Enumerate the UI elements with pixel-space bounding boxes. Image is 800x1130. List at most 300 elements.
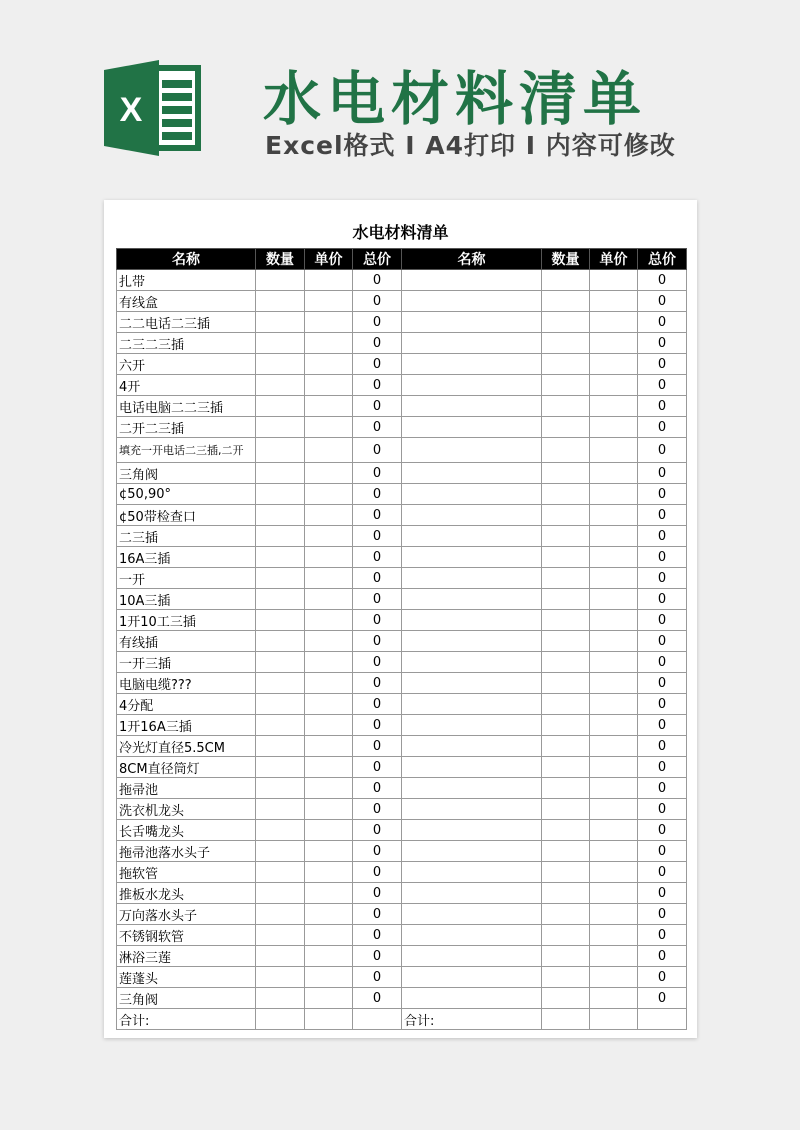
unit-price-cell[interactable] bbox=[305, 883, 353, 904]
table-row bbox=[117, 270, 687, 291]
qty-cell-2[interactable] bbox=[542, 988, 590, 1009]
qty-cell-2[interactable] bbox=[542, 925, 590, 946]
qty-cell[interactable] bbox=[256, 270, 305, 291]
qty-cell[interactable] bbox=[256, 925, 305, 946]
item-name-cell-2[interactable] bbox=[402, 484, 542, 505]
sum-total-2[interactable] bbox=[638, 1009, 687, 1030]
total-cell-2[interactable]: 0 bbox=[638, 396, 687, 417]
total-cell[interactable]: 0 bbox=[353, 694, 402, 715]
unit-price-cell-2[interactable] bbox=[590, 778, 638, 799]
qty-cell[interactable] bbox=[256, 967, 305, 988]
qty-cell[interactable] bbox=[256, 568, 305, 589]
total-cell[interactable]: 0 bbox=[353, 333, 402, 354]
total-cell[interactable]: 0 bbox=[353, 862, 402, 883]
unit-price-cell-2[interactable] bbox=[590, 396, 638, 417]
item-name-cell[interactable]: 淋浴三莲 bbox=[117, 946, 256, 967]
total-cell[interactable]: 0 bbox=[353, 883, 402, 904]
unit-price-cell-2[interactable] bbox=[590, 673, 638, 694]
total-cell[interactable]: 0 bbox=[353, 396, 402, 417]
total-cell[interactable]: 0 bbox=[353, 799, 402, 820]
unit-price-cell[interactable] bbox=[305, 736, 353, 757]
qty-cell[interactable] bbox=[256, 946, 305, 967]
item-name-cell-2[interactable] bbox=[402, 694, 542, 715]
unit-price-cell-2[interactable] bbox=[590, 799, 638, 820]
total-cell-2[interactable]: 0 bbox=[638, 610, 687, 631]
item-name-cell-2[interactable] bbox=[402, 736, 542, 757]
unit-price-cell[interactable] bbox=[305, 312, 353, 333]
qty-cell[interactable] bbox=[256, 694, 305, 715]
total-cell-2[interactable]: 0 bbox=[638, 526, 687, 547]
item-name-cell-2[interactable] bbox=[402, 799, 542, 820]
total-cell-2[interactable]: 0 bbox=[638, 484, 687, 505]
qty-cell[interactable] bbox=[256, 904, 305, 925]
unit-price-cell-2[interactable] bbox=[590, 354, 638, 375]
total-cell-2[interactable]: 0 bbox=[638, 568, 687, 589]
qty-cell-2[interactable] bbox=[542, 354, 590, 375]
item-name-cell[interactable]: 拖帚池 bbox=[117, 778, 256, 799]
qty-cell[interactable] bbox=[256, 417, 305, 438]
unit-price-cell-2[interactable] bbox=[590, 333, 638, 354]
unit-price-cell-2[interactable] bbox=[590, 694, 638, 715]
total-cell-2[interactable]: 0 bbox=[638, 589, 687, 610]
item-name-cell[interactable]: 二三插 bbox=[117, 526, 256, 547]
unit-price-cell-2[interactable] bbox=[590, 988, 638, 1009]
qty-cell-2[interactable] bbox=[542, 291, 590, 312]
item-name-cell-2[interactable] bbox=[402, 715, 542, 736]
qty-cell[interactable] bbox=[256, 715, 305, 736]
qty-cell-2[interactable] bbox=[542, 778, 590, 799]
qty-cell-2[interactable] bbox=[542, 820, 590, 841]
qty-cell[interactable] bbox=[256, 652, 305, 673]
sum-unit-2[interactable] bbox=[590, 1009, 638, 1030]
item-name-cell-2[interactable] bbox=[402, 291, 542, 312]
total-cell-2[interactable]: 0 bbox=[638, 778, 687, 799]
sum-label[interactable]: 合计: bbox=[117, 1009, 256, 1030]
unit-price-cell-2[interactable] bbox=[590, 610, 638, 631]
item-name-cell[interactable]: 三角阀 bbox=[117, 463, 256, 484]
item-name-cell[interactable]: 一开三插 bbox=[117, 652, 256, 673]
qty-cell-2[interactable] bbox=[542, 270, 590, 291]
table-row bbox=[117, 673, 687, 694]
total-cell-2[interactable]: 0 bbox=[638, 904, 687, 925]
unit-price-cell[interactable] bbox=[305, 820, 353, 841]
qty-cell-2[interactable] bbox=[542, 312, 590, 333]
qty-cell[interactable] bbox=[256, 438, 305, 463]
total-cell[interactable]: 0 bbox=[353, 652, 402, 673]
table-row bbox=[117, 799, 687, 820]
total-cell-2[interactable]: 0 bbox=[638, 841, 687, 862]
qty-cell-2[interactable] bbox=[542, 463, 590, 484]
total-cell[interactable]: 0 bbox=[353, 715, 402, 736]
item-name-cell[interactable]: 有线插 bbox=[117, 631, 256, 652]
total-cell-2[interactable]: 0 bbox=[638, 438, 687, 463]
item-name-cell[interactable]: ¢50,90° bbox=[117, 484, 256, 505]
total-cell-2[interactable]: 0 bbox=[638, 820, 687, 841]
qty-cell-2[interactable] bbox=[542, 631, 590, 652]
item-name-cell-2[interactable] bbox=[402, 589, 542, 610]
unit-price-cell[interactable] bbox=[305, 396, 353, 417]
qty-cell-2[interactable] bbox=[542, 438, 590, 463]
item-name-cell-2[interactable] bbox=[402, 463, 542, 484]
item-name-cell[interactable]: 三角阀 bbox=[117, 988, 256, 1009]
total-cell[interactable]: 0 bbox=[353, 988, 402, 1009]
item-name-cell-2[interactable] bbox=[402, 673, 542, 694]
item-name-cell-2[interactable] bbox=[402, 841, 542, 862]
qty-cell[interactable] bbox=[256, 589, 305, 610]
unit-price-cell[interactable] bbox=[305, 568, 353, 589]
qty-cell[interactable] bbox=[256, 396, 305, 417]
qty-cell-2[interactable] bbox=[542, 568, 590, 589]
sum-label-2[interactable]: 合计: bbox=[402, 1009, 542, 1030]
item-name-cell[interactable]: 4开 bbox=[117, 375, 256, 396]
qty-cell[interactable] bbox=[256, 799, 305, 820]
qty-cell[interactable] bbox=[256, 757, 305, 778]
item-name-cell[interactable]: 16A三插 bbox=[117, 547, 256, 568]
total-cell[interactable]: 0 bbox=[353, 438, 402, 463]
total-cell[interactable]: 0 bbox=[353, 841, 402, 862]
total-cell-2[interactable]: 0 bbox=[638, 312, 687, 333]
total-cell[interactable]: 0 bbox=[353, 673, 402, 694]
qty-cell-2[interactable] bbox=[542, 883, 590, 904]
qty-cell-2[interactable] bbox=[542, 841, 590, 862]
item-name-cell-2[interactable] bbox=[402, 270, 542, 291]
unit-price-cell[interactable] bbox=[305, 505, 353, 526]
sum-qty-2[interactable] bbox=[542, 1009, 590, 1030]
total-cell-2[interactable]: 0 bbox=[638, 270, 687, 291]
item-name-cell-2[interactable] bbox=[402, 862, 542, 883]
total-cell[interactable]: 0 bbox=[353, 946, 402, 967]
unit-price-cell-2[interactable] bbox=[590, 946, 638, 967]
unit-price-cell[interactable] bbox=[305, 526, 353, 547]
col-name-2: 名称 bbox=[402, 249, 542, 270]
qty-cell-2[interactable] bbox=[542, 547, 590, 568]
total-cell[interactable]: 0 bbox=[353, 967, 402, 988]
item-name-cell[interactable]: 拖软管 bbox=[117, 862, 256, 883]
unit-price-cell[interactable] bbox=[305, 715, 353, 736]
unit-price-cell-2[interactable] bbox=[590, 438, 638, 463]
unit-price-cell-2[interactable] bbox=[590, 925, 638, 946]
table-row bbox=[117, 526, 687, 547]
unit-price-cell[interactable] bbox=[305, 417, 353, 438]
item-name-cell-2[interactable] bbox=[402, 925, 542, 946]
item-name-cell[interactable]: 一开 bbox=[117, 568, 256, 589]
item-name-cell[interactable]: 冷光灯直径5.5CM bbox=[117, 736, 256, 757]
unit-price-cell[interactable] bbox=[305, 841, 353, 862]
total-cell[interactable]: 0 bbox=[353, 778, 402, 799]
total-cell[interactable]: 0 bbox=[353, 291, 402, 312]
total-cell[interactable]: 0 bbox=[353, 610, 402, 631]
item-name-cell[interactable]: 二开二三插 bbox=[117, 417, 256, 438]
table-row bbox=[117, 652, 687, 673]
unit-price-cell[interactable] bbox=[305, 438, 353, 463]
unit-price-cell[interactable] bbox=[305, 778, 353, 799]
qty-cell-2[interactable] bbox=[542, 862, 590, 883]
item-name-cell-2[interactable] bbox=[402, 333, 542, 354]
qty-cell[interactable] bbox=[256, 333, 305, 354]
unit-price-cell[interactable] bbox=[305, 904, 353, 925]
unit-price-cell-2[interactable] bbox=[590, 883, 638, 904]
item-name-cell-2[interactable] bbox=[402, 354, 542, 375]
item-name-cell-2[interactable] bbox=[402, 946, 542, 967]
item-name-cell[interactable]: 1开10工三插 bbox=[117, 610, 256, 631]
item-name-cell-2[interactable] bbox=[402, 396, 542, 417]
total-cell-2[interactable]: 0 bbox=[638, 291, 687, 312]
unit-price-cell[interactable] bbox=[305, 799, 353, 820]
total-cell-2[interactable]: 0 bbox=[638, 694, 687, 715]
unit-price-cell-2[interactable] bbox=[590, 505, 638, 526]
unit-price-cell[interactable] bbox=[305, 652, 353, 673]
unit-price-cell[interactable] bbox=[305, 673, 353, 694]
qty-cell-2[interactable] bbox=[542, 333, 590, 354]
total-cell-2[interactable]: 0 bbox=[638, 862, 687, 883]
total-cell-2[interactable]: 0 bbox=[638, 505, 687, 526]
qty-cell-2[interactable] bbox=[542, 967, 590, 988]
qty-cell[interactable] bbox=[256, 312, 305, 333]
item-name-cell-2[interactable] bbox=[402, 505, 542, 526]
table-row bbox=[117, 925, 687, 946]
item-name-cell[interactable]: 扎带 bbox=[117, 270, 256, 291]
unit-price-cell-2[interactable] bbox=[590, 757, 638, 778]
total-cell[interactable]: 0 bbox=[353, 547, 402, 568]
unit-price-cell-2[interactable] bbox=[590, 589, 638, 610]
qty-cell[interactable] bbox=[256, 547, 305, 568]
qty-cell-2[interactable] bbox=[542, 375, 590, 396]
unit-price-cell-2[interactable] bbox=[590, 862, 638, 883]
unit-price-cell-2[interactable] bbox=[590, 631, 638, 652]
qty-cell-2[interactable] bbox=[542, 505, 590, 526]
qty-cell-2[interactable] bbox=[542, 526, 590, 547]
sum-qty[interactable] bbox=[256, 1009, 305, 1030]
item-name-cell[interactable]: 10A三插 bbox=[117, 589, 256, 610]
qty-cell-2[interactable] bbox=[542, 610, 590, 631]
qty-cell-2[interactable] bbox=[542, 946, 590, 967]
item-name-cell[interactable]: 1开16A三插 bbox=[117, 715, 256, 736]
item-name-cell-2[interactable] bbox=[402, 904, 542, 925]
total-cell[interactable]: 0 bbox=[353, 375, 402, 396]
qty-cell[interactable] bbox=[256, 631, 305, 652]
unit-price-cell[interactable] bbox=[305, 589, 353, 610]
unit-price-cell-2[interactable] bbox=[590, 652, 638, 673]
item-name-cell-2[interactable] bbox=[402, 820, 542, 841]
total-cell-2[interactable]: 0 bbox=[638, 946, 687, 967]
item-name-cell-2[interactable] bbox=[402, 778, 542, 799]
item-name-cell[interactable]: 二三二三插 bbox=[117, 333, 256, 354]
qty-cell[interactable] bbox=[256, 463, 305, 484]
item-name-cell[interactable]: 长舌嘴龙头 bbox=[117, 820, 256, 841]
unit-price-cell[interactable] bbox=[305, 291, 353, 312]
unit-price-cell-2[interactable] bbox=[590, 417, 638, 438]
unit-price-cell-2[interactable] bbox=[590, 904, 638, 925]
table-row bbox=[117, 417, 687, 438]
qty-cell[interactable] bbox=[256, 736, 305, 757]
unit-price-cell[interactable] bbox=[305, 694, 353, 715]
total-cell-2[interactable]: 0 bbox=[638, 375, 687, 396]
table-row bbox=[117, 862, 687, 883]
unit-price-cell[interactable] bbox=[305, 610, 353, 631]
total-cell-2[interactable]: 0 bbox=[638, 757, 687, 778]
item-name-cell[interactable]: 电话电脑二二三插 bbox=[117, 396, 256, 417]
item-name-cell-2[interactable] bbox=[402, 610, 542, 631]
sum-unit[interactable] bbox=[305, 1009, 353, 1030]
unit-price-cell-2[interactable] bbox=[590, 312, 638, 333]
qty-cell[interactable] bbox=[256, 291, 305, 312]
item-name-cell[interactable]: 不锈钢软管 bbox=[117, 925, 256, 946]
qty-cell-2[interactable] bbox=[542, 694, 590, 715]
total-cell[interactable]: 0 bbox=[353, 354, 402, 375]
qty-cell[interactable] bbox=[256, 375, 305, 396]
item-name-cell-2[interactable] bbox=[402, 417, 542, 438]
total-cell[interactable]: 0 bbox=[353, 526, 402, 547]
item-name-cell-2[interactable] bbox=[402, 652, 542, 673]
unit-price-cell[interactable] bbox=[305, 463, 353, 484]
unit-price-cell[interactable] bbox=[305, 757, 353, 778]
unit-price-cell-2[interactable] bbox=[590, 291, 638, 312]
item-name-cell[interactable]: 洗衣机龙头 bbox=[117, 799, 256, 820]
qty-cell[interactable] bbox=[256, 484, 305, 505]
item-name-cell[interactable]: 推板水龙头 bbox=[117, 883, 256, 904]
qty-cell[interactable] bbox=[256, 820, 305, 841]
unit-price-cell[interactable] bbox=[305, 354, 353, 375]
qty-cell[interactable] bbox=[256, 673, 305, 694]
item-name-cell-2[interactable] bbox=[402, 375, 542, 396]
unit-price-cell-2[interactable] bbox=[590, 463, 638, 484]
unit-price-cell-2[interactable] bbox=[590, 547, 638, 568]
item-name-cell[interactable]: 莲蓬头 bbox=[117, 967, 256, 988]
total-cell-2[interactable]: 0 bbox=[638, 883, 687, 904]
total-cell-2[interactable]: 0 bbox=[638, 333, 687, 354]
item-name-cell[interactable]: ¢50带检查口 bbox=[117, 505, 256, 526]
unit-price-cell-2[interactable] bbox=[590, 820, 638, 841]
item-name-cell-2[interactable] bbox=[402, 526, 542, 547]
unit-price-cell-2[interactable] bbox=[590, 484, 638, 505]
unit-price-cell[interactable] bbox=[305, 946, 353, 967]
item-name-cell[interactable]: 有线盒 bbox=[117, 291, 256, 312]
item-name-cell-2[interactable] bbox=[402, 631, 542, 652]
total-cell[interactable]: 0 bbox=[353, 820, 402, 841]
unit-price-cell[interactable] bbox=[305, 375, 353, 396]
total-cell-2[interactable]: 0 bbox=[638, 354, 687, 375]
qty-cell-2[interactable] bbox=[542, 484, 590, 505]
total-cell-2[interactable]: 0 bbox=[638, 925, 687, 946]
qty-cell-2[interactable] bbox=[542, 652, 590, 673]
item-name-cell[interactable]: 二二电话二三插 bbox=[117, 312, 256, 333]
total-cell[interactable]: 0 bbox=[353, 463, 402, 484]
qty-cell[interactable] bbox=[256, 778, 305, 799]
item-name-cell-2[interactable] bbox=[402, 988, 542, 1009]
table-row bbox=[117, 396, 687, 417]
qty-cell-2[interactable] bbox=[542, 396, 590, 417]
unit-price-cell[interactable] bbox=[305, 862, 353, 883]
unit-price-cell[interactable] bbox=[305, 484, 353, 505]
item-name-cell[interactable]: 4分配 bbox=[117, 694, 256, 715]
qty-cell[interactable] bbox=[256, 883, 305, 904]
total-cell-2[interactable]: 0 bbox=[638, 988, 687, 1009]
total-cell-2[interactable]: 0 bbox=[638, 736, 687, 757]
unit-price-cell[interactable] bbox=[305, 270, 353, 291]
total-cell-2[interactable]: 0 bbox=[638, 463, 687, 484]
total-cell[interactable]: 0 bbox=[353, 417, 402, 438]
total-cell[interactable]: 0 bbox=[353, 484, 402, 505]
item-name-cell[interactable]: 8CM直径筒灯 bbox=[117, 757, 256, 778]
item-name-cell-2[interactable] bbox=[402, 757, 542, 778]
qty-cell[interactable] bbox=[256, 610, 305, 631]
total-cell[interactable]: 0 bbox=[353, 736, 402, 757]
qty-cell-2[interactable] bbox=[542, 736, 590, 757]
total-cell-2[interactable]: 0 bbox=[638, 715, 687, 736]
item-name-cell[interactable]: 拖帚池落水头子 bbox=[117, 841, 256, 862]
unit-price-cell-2[interactable] bbox=[590, 841, 638, 862]
sum-total[interactable] bbox=[353, 1009, 402, 1030]
qty-cell-2[interactable] bbox=[542, 417, 590, 438]
total-cell-2[interactable]: 0 bbox=[638, 631, 687, 652]
item-name-cell[interactable]: 电脑电缆??? bbox=[117, 673, 256, 694]
unit-price-cell-2[interactable] bbox=[590, 375, 638, 396]
page-subtitle: Excel格式 I A4打印 I 内容可修改 bbox=[265, 131, 676, 160]
unit-price-cell-2[interactable] bbox=[590, 526, 638, 547]
table-row bbox=[117, 463, 687, 484]
unit-price-cell[interactable] bbox=[305, 925, 353, 946]
qty-cell[interactable] bbox=[256, 841, 305, 862]
qty-cell-2[interactable] bbox=[542, 673, 590, 694]
unit-price-cell-2[interactable] bbox=[590, 736, 638, 757]
item-name-cell-2[interactable] bbox=[402, 547, 542, 568]
item-name-cell[interactable]: 填充一开电话二三插,二开 bbox=[117, 438, 256, 463]
qty-cell-2[interactable] bbox=[542, 757, 590, 778]
qty-cell[interactable] bbox=[256, 988, 305, 1009]
item-name-cell-2[interactable] bbox=[402, 312, 542, 333]
item-name-cell-2[interactable] bbox=[402, 438, 542, 463]
item-name-cell-2[interactable] bbox=[402, 568, 542, 589]
total-cell-2[interactable]: 0 bbox=[638, 967, 687, 988]
unit-price-cell[interactable] bbox=[305, 333, 353, 354]
total-cell[interactable]: 0 bbox=[353, 925, 402, 946]
qty-cell-2[interactable] bbox=[542, 715, 590, 736]
total-cell[interactable]: 0 bbox=[353, 568, 402, 589]
total-cell[interactable]: 0 bbox=[353, 757, 402, 778]
total-cell[interactable]: 0 bbox=[353, 270, 402, 291]
unit-price-cell-2[interactable] bbox=[590, 715, 638, 736]
total-cell[interactable]: 0 bbox=[353, 589, 402, 610]
total-cell-2[interactable]: 0 bbox=[638, 652, 687, 673]
qty-cell[interactable] bbox=[256, 505, 305, 526]
qty-cell-2[interactable] bbox=[542, 799, 590, 820]
unit-price-cell-2[interactable] bbox=[590, 568, 638, 589]
item-name-cell[interactable]: 六开 bbox=[117, 354, 256, 375]
total-cell-2[interactable]: 0 bbox=[638, 673, 687, 694]
total-cell-2[interactable]: 0 bbox=[638, 547, 687, 568]
unit-price-cell[interactable] bbox=[305, 631, 353, 652]
qty-cell-2[interactable] bbox=[542, 589, 590, 610]
total-cell-2[interactable]: 0 bbox=[638, 799, 687, 820]
qty-cell[interactable] bbox=[256, 862, 305, 883]
item-name-cell[interactable]: 万向落水头子 bbox=[117, 904, 256, 925]
unit-price-cell[interactable] bbox=[305, 547, 353, 568]
total-cell-2[interactable]: 0 bbox=[638, 417, 687, 438]
total-cell[interactable]: 0 bbox=[353, 505, 402, 526]
qty-cell-2[interactable] bbox=[542, 904, 590, 925]
qty-cell[interactable] bbox=[256, 526, 305, 547]
qty-cell[interactable] bbox=[256, 354, 305, 375]
item-name-cell-2[interactable] bbox=[402, 883, 542, 904]
total-cell[interactable]: 0 bbox=[353, 312, 402, 333]
unit-price-cell-2[interactable] bbox=[590, 967, 638, 988]
total-cell[interactable]: 0 bbox=[353, 631, 402, 652]
total-cell[interactable]: 0 bbox=[353, 904, 402, 925]
unit-price-cell[interactable] bbox=[305, 988, 353, 1009]
unit-price-cell-2[interactable] bbox=[590, 270, 638, 291]
unit-price-cell[interactable] bbox=[305, 967, 353, 988]
item-name-cell-2[interactable] bbox=[402, 967, 542, 988]
